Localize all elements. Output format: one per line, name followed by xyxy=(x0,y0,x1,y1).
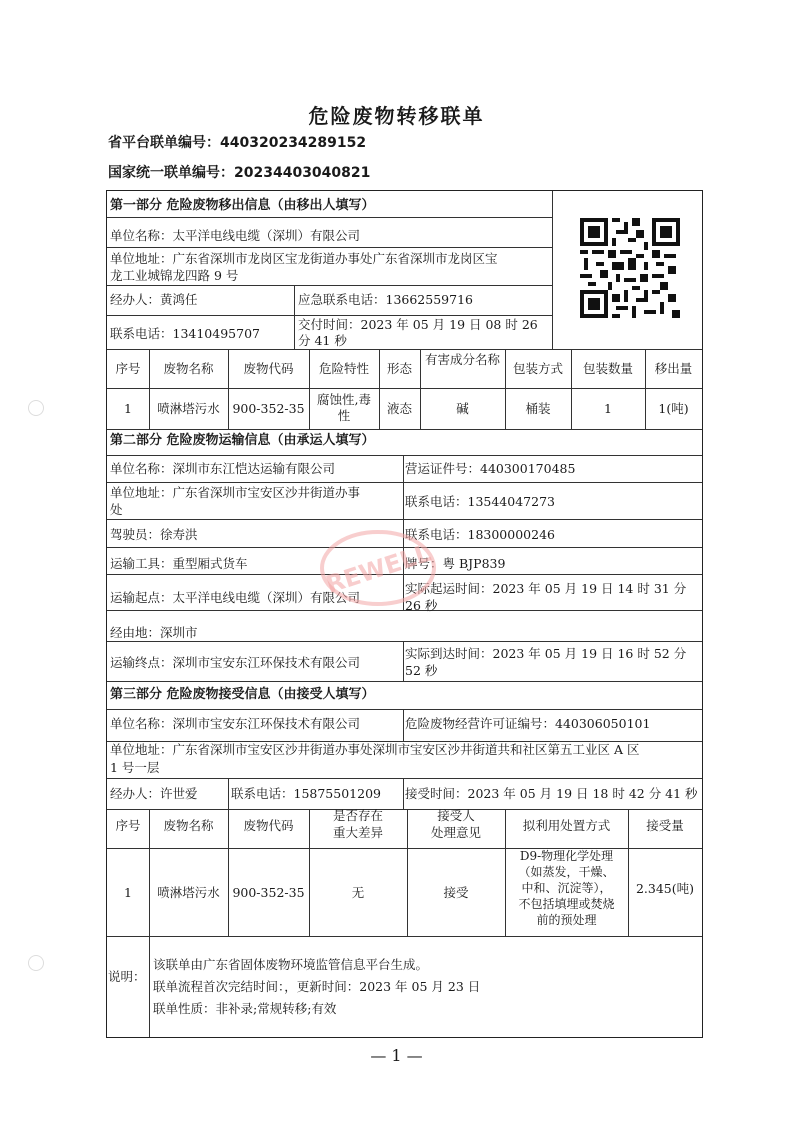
watermark-stamp-text: REWELL xyxy=(322,538,435,600)
part1-unit: 单位名称：太平洋电线电缆（深圳）有限公司 xyxy=(110,228,361,243)
part1-delivery-time-line1: 交付时间：2023 年 05 月 19 日 08 时 26 xyxy=(298,317,538,332)
p1-th-harmful: 有害成分名称 xyxy=(424,352,500,367)
watermark-stamp xyxy=(318,528,438,608)
part3-phone: 联系电话：15875501209 xyxy=(231,786,381,801)
part2-license: 营运证件号：440300170485 xyxy=(405,461,576,476)
part3-handler: 经办人：许世爱 xyxy=(110,786,198,801)
document-title: 危险废物转移联单 xyxy=(308,104,485,128)
part2-vehicle: 运输工具：重型厢式货车 xyxy=(110,556,248,571)
p1-row-code: 900-352-35 xyxy=(232,401,305,416)
p3-th-no: 序号 xyxy=(115,818,141,833)
punch-hole xyxy=(28,955,44,971)
p1-th-packing: 包装方式 xyxy=(512,361,563,376)
part2-heading: 第二部分 危险废物运输信息（由承运人填写） xyxy=(110,433,375,448)
part1-address-line1: 单位地址：广东省深圳市龙岗区宝龙街道办事处广东省深圳市龙岗区宝 xyxy=(110,251,498,266)
notes-label: 说明： xyxy=(108,969,146,984)
part3-address-line1: 单位地址：广东省深圳市宝安区沙井街道办事处深圳市宝安区沙井街道共和社区第五工业区 A 区 xyxy=(110,742,640,757)
national-number-label: 国家统一联单编号： xyxy=(108,165,234,181)
p3-row-opinion: 接受 xyxy=(443,885,469,900)
p1-row-hazard: 腐蚀性,毒性 xyxy=(317,392,371,423)
part1-phone: 联系电话：13410495707 xyxy=(110,326,260,341)
p1-th-amount: 移出量 xyxy=(654,361,693,376)
part2-plate: 牌号：粤 BJP839 xyxy=(405,556,506,571)
part2-address-line1: 单位地址：广东省深圳市宝安区沙井街道办事 xyxy=(110,485,361,500)
notes-line: 联单流程首次完结时间：，更新时间：2023 年 05 月 23 日 xyxy=(153,979,481,994)
part3-address-line2: 1 号一层 xyxy=(110,760,160,775)
part1-heading: 第一部分 危险废物移出信息（由移出人填写） xyxy=(110,198,375,213)
p1-row-harmful: 碱 xyxy=(456,401,469,416)
p3-row-diff: 无 xyxy=(351,885,365,900)
part2-unit: 单位名称：深圳市东江恺达运输有限公司 xyxy=(110,461,336,476)
p1-th-qty: 包装数量 xyxy=(582,361,633,376)
p1-th-no: 序号 xyxy=(115,361,141,376)
part3-heading: 第三部分 危险废物接受信息（由接受人填写） xyxy=(110,687,375,702)
part2-address-line2: 处 xyxy=(110,502,123,517)
part3-receive-time: 接受时间：2023 年 05 月 19 日 18 时 42 分 41 秒 xyxy=(405,786,698,801)
p3-row-method-line5: 前的预处理 xyxy=(536,913,597,927)
p3-row-method-line4: 不包括填埋或焚烧 xyxy=(518,897,615,911)
p3-th-opinion-line1: 接受人 xyxy=(437,808,475,823)
p3-row-method-line1: D9-物理化学处理 xyxy=(519,849,614,863)
part3-license: 危险废物经营许可证编号：440306050101 xyxy=(405,716,651,731)
qr-code xyxy=(580,218,680,318)
p1-row-packing: 桶装 xyxy=(525,401,551,416)
part2-end-time-line2: 52 秒 xyxy=(405,663,438,678)
national-number xyxy=(108,162,370,182)
part2-driver: 驾驶员：徐寿洪 xyxy=(110,527,198,542)
p1-row-qty: 1 xyxy=(604,401,612,416)
notes-line: 该联单由广东省固体废物环境监管信息平台生成。 xyxy=(153,957,429,972)
p1-row-amount: 1(吨) xyxy=(658,401,689,416)
provincial-number-label: 省平台联单编号： xyxy=(108,135,220,151)
p3-th-diff-line2: 重大差异 xyxy=(332,825,383,840)
notes-line: 联单性质：非补录;常规转移;有效 xyxy=(153,1001,337,1016)
part2-start: 运输起点：太平洋电线电缆（深圳）有限公司 xyxy=(110,590,361,605)
p1-row-name: 喷淋塔污水 xyxy=(157,401,220,416)
part2-phone1: 联系电话：13544047273 xyxy=(405,494,555,509)
part2-end: 运输终点：深圳市宝安东江环保技术有限公司 xyxy=(110,655,361,670)
p3-row-name: 喷淋塔污水 xyxy=(157,885,220,900)
provincial-number xyxy=(108,132,366,152)
p3-th-name: 废物名称 xyxy=(163,818,214,833)
part1-emergency-phone: 应急联系电话：13662559716 xyxy=(298,292,473,307)
part2-end-time-line1: 实际到达时间：2023 年 05 月 19 日 16 时 52 分 xyxy=(405,646,687,661)
p3-th-method: 拟利用处置方式 xyxy=(522,818,611,833)
p3-row-method-line3: 中和、沉淀等）， xyxy=(521,881,612,895)
p3-row-amount: 2.345(吨) xyxy=(635,881,695,896)
part1-handler: 经办人：黄鸿任 xyxy=(110,292,198,307)
national-number-value: 20234403040821 xyxy=(234,165,371,181)
p1-th-code: 废物代码 xyxy=(243,361,294,376)
part2-start-time-line1: 实际起运时间：2023 年 05 月 19 日 14 时 31 分 xyxy=(405,581,687,596)
p3-row-method-line2: （如蒸发，干燥、 xyxy=(518,865,615,879)
part2-phone2: 联系电话：18300000246 xyxy=(405,527,555,542)
p3-row-code: 900-352-35 xyxy=(232,885,305,900)
p3-th-code: 废物代码 xyxy=(243,818,294,833)
part3-unit: 单位名称：深圳市宝安东江环保技术有限公司 xyxy=(110,716,361,731)
page-number: — 1 — xyxy=(370,1046,423,1065)
part1-delivery-time-line2: 分 41 秒 xyxy=(298,333,347,348)
p3-th-opinion-line2: 处理意见 xyxy=(430,825,481,840)
part2-start-time-line2: 26 秒 xyxy=(405,598,438,613)
p3-row-no: 1 xyxy=(124,885,132,900)
p3-th-amount: 接受量 xyxy=(646,818,684,833)
p1-th-form: 形态 xyxy=(386,361,412,376)
p1-th-hazard: 危险特性 xyxy=(318,361,369,376)
part2-via: 经由地：深圳市 xyxy=(110,625,198,640)
p1-row-no: 1 xyxy=(124,401,132,416)
punch-hole xyxy=(28,400,44,416)
p3-th-diff-line1: 是否存在 xyxy=(332,808,383,823)
p1-row-form: 液态 xyxy=(386,401,412,416)
provincial-number-value: 440320234289152 xyxy=(220,135,367,151)
p1-th-name: 废物名称 xyxy=(163,361,214,376)
part1-address-line2: 龙工业城锦龙四路 9 号 xyxy=(110,268,239,283)
